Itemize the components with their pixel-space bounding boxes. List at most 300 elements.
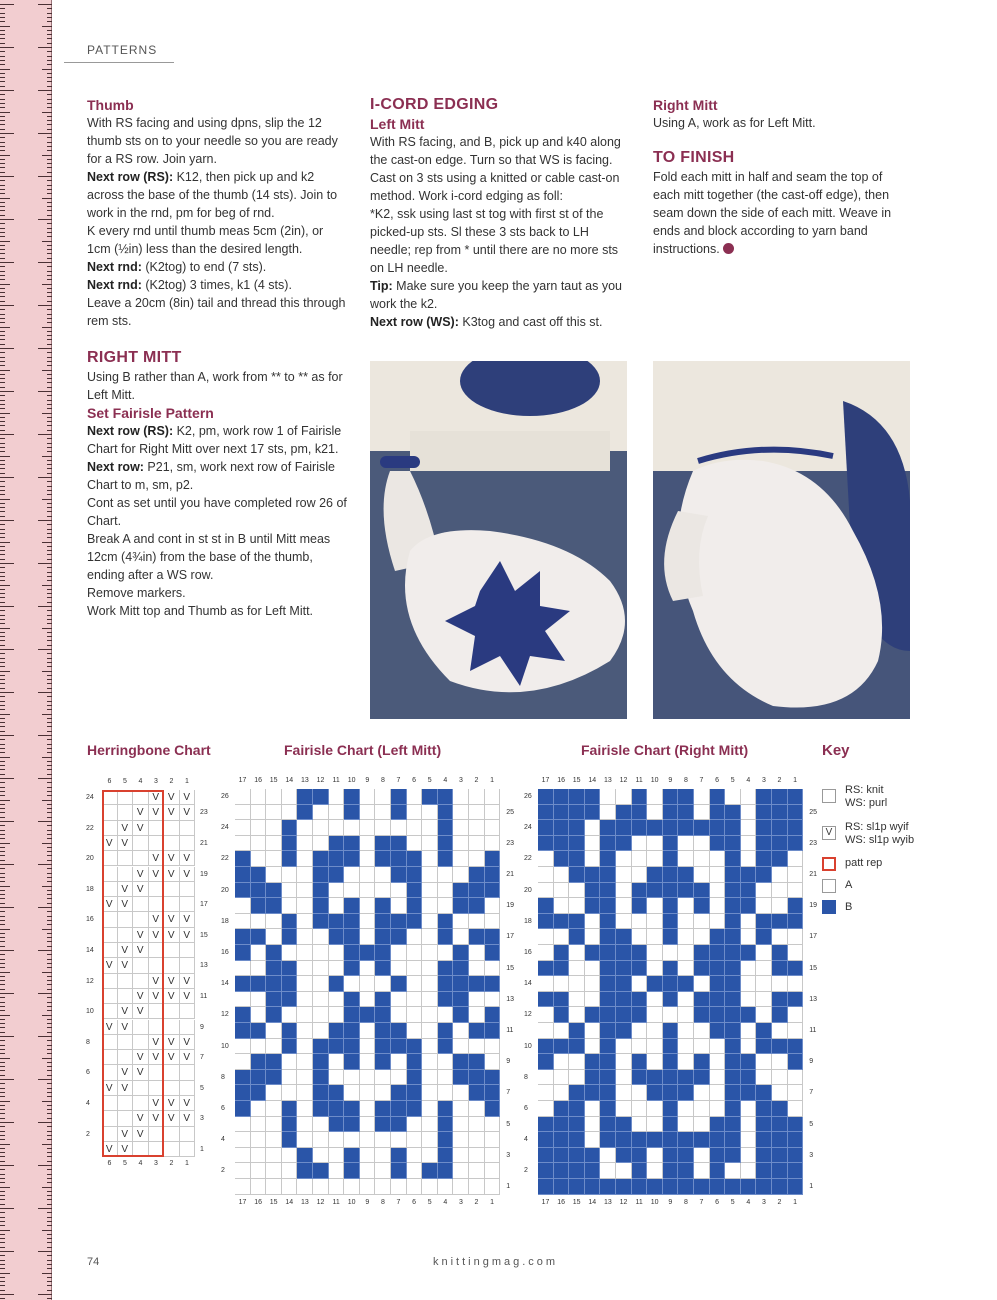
right-chart-cell — [663, 1101, 679, 1117]
right-chart-row-label: 21 — [809, 871, 817, 878]
herringbone-cell: V — [133, 867, 149, 882]
right-chart-cell — [554, 1054, 570, 1070]
right-chart-cell — [710, 945, 726, 961]
left-chart-col-label: 3 — [458, 777, 463, 784]
ruler-tick — [0, 1195, 5, 1196]
ruler-tick — [0, 1187, 10, 1188]
ruler-tick — [0, 21, 5, 22]
left-chart-cell — [453, 1007, 469, 1023]
ruler-tick — [47, 163, 52, 164]
herringbone-cell: V — [118, 836, 134, 851]
herringbone-cell: V — [118, 1020, 134, 1035]
website: knittingmag.com — [433, 1256, 559, 1268]
ruler-tick — [47, 331, 52, 332]
left-chart-cell — [375, 1023, 391, 1039]
left-chart-cell — [266, 914, 282, 930]
right-chart-cell — [538, 1132, 554, 1148]
icord-next-row — [370, 313, 628, 331]
right-chart-cell — [538, 1007, 554, 1023]
left-chart-cell — [360, 898, 376, 914]
right-chart-cell — [585, 1085, 601, 1101]
left-chart-cell — [360, 883, 376, 899]
right-chart-cell — [710, 789, 726, 805]
ruler-tick — [47, 1277, 52, 1278]
left-chart-cell — [453, 883, 469, 899]
left-chart-title: Fairisle Chart (Left Mitt) — [284, 742, 442, 758]
right-chart-cell — [678, 1054, 694, 1070]
right-chart-cell — [725, 1054, 741, 1070]
ruler-tick — [47, 817, 52, 818]
left-chart-cell — [282, 914, 298, 930]
ruler-tick — [47, 1075, 52, 1076]
left-chart-cell — [329, 851, 345, 867]
herringbone-cell — [164, 943, 180, 958]
ruler-tick — [47, 1242, 52, 1243]
ruler-tick — [0, 361, 5, 362]
ruler-tick — [0, 13, 5, 14]
left-chart-cell — [391, 820, 407, 836]
right-chart-cell — [756, 851, 772, 867]
ruler-tick — [0, 490, 5, 491]
right-chart-row-label: 3 — [809, 1151, 814, 1159]
ruler-tick — [47, 1174, 52, 1175]
ruler-tick — [0, 1036, 14, 1037]
ruler-tick — [0, 185, 5, 186]
herringbone-cell: V — [180, 989, 196, 1004]
left-chart-cell — [235, 867, 251, 883]
left-chart-cell — [313, 929, 329, 945]
herringbone-cell — [180, 1081, 196, 1096]
ruler-tick — [0, 137, 5, 138]
ruler-tick — [0, 658, 5, 659]
herringbone-cell: V — [118, 897, 134, 912]
left-chart-cell — [313, 1085, 329, 1101]
left-chart-row-label: 23 — [506, 839, 514, 847]
herringbone-cell — [180, 821, 196, 836]
right-chart-cell — [554, 1085, 570, 1101]
ruler-tick — [47, 215, 52, 216]
left-chart-cell — [360, 1054, 376, 1070]
left-chart-col-label: 9 — [365, 1198, 370, 1206]
ruler-tick — [0, 60, 5, 61]
ruler-tick — [0, 847, 5, 848]
ruler-tick — [47, 507, 52, 508]
left-chart-cell — [438, 820, 454, 836]
ruler-tick — [47, 378, 52, 379]
left-chart-cell — [375, 1163, 391, 1179]
left-chart-cell — [235, 883, 251, 899]
left-chart-cell — [329, 1179, 345, 1195]
right-chart-cell — [585, 1117, 601, 1133]
left-chart-row-label: 11 — [506, 1027, 514, 1034]
right-mitt-instructions: Using A, work as for Left Mitt. — [653, 116, 816, 130]
right-chart-cell — [756, 1023, 772, 1039]
ruler-tick — [47, 834, 52, 835]
right-chart-cell — [600, 836, 616, 852]
ruler-tick — [0, 843, 10, 844]
ruler-tick — [0, 1053, 5, 1054]
right-chart-cell — [647, 867, 663, 883]
right-chart-cell — [710, 1132, 726, 1148]
right-chart-cell — [725, 945, 741, 961]
right-chart-cell — [756, 1148, 772, 1164]
right-chart-cell — [772, 976, 788, 992]
ruler-tick — [47, 1182, 52, 1183]
ruler-tick — [42, 413, 52, 414]
herringbone-cell — [180, 958, 196, 973]
right-chart-cell — [772, 1117, 788, 1133]
ruler-tick — [0, 296, 5, 297]
ruler-tick — [47, 1255, 52, 1256]
ruler-tick — [38, 1165, 52, 1166]
right-chart-cell — [600, 992, 616, 1008]
right-chart-cell — [756, 1179, 772, 1195]
left-chart-cell — [422, 851, 438, 867]
ruler-tick — [0, 817, 5, 818]
left-chart-col-label: 1 — [490, 1198, 495, 1206]
right-chart-cell — [538, 1023, 554, 1039]
left-chart-cell — [313, 883, 329, 899]
ruler-tick — [0, 378, 5, 379]
left-chart-cell — [469, 945, 485, 961]
left-chart-cell — [407, 789, 423, 805]
right-chart-cell — [632, 883, 648, 899]
ruler-tick — [0, 335, 5, 336]
right-chart-cell — [694, 820, 710, 836]
ruler-tick — [47, 782, 52, 783]
herringbone-row-label: 20 — [86, 855, 94, 863]
ruler-tick — [0, 696, 5, 697]
ruler-tick — [47, 107, 52, 108]
right-chart-cell — [647, 992, 663, 1008]
ruler-tick — [47, 314, 52, 315]
right-chart-cell — [694, 805, 710, 821]
ruler-tick — [47, 38, 52, 39]
right-chart-cell — [788, 820, 804, 836]
ruler-tick — [0, 1144, 10, 1145]
herringbone-cell: V — [180, 790, 196, 805]
ruler-tick — [0, 1148, 5, 1149]
ruler-tick — [0, 825, 5, 826]
right-chart-cell — [616, 1054, 632, 1070]
right-chart-cell — [710, 1023, 726, 1039]
ruler-tick — [47, 920, 52, 921]
left-chart-cell — [297, 1101, 313, 1117]
ruler-tick — [0, 830, 5, 831]
left-chart-cell — [469, 898, 485, 914]
right-chart-col-label: 4 — [746, 1198, 751, 1206]
ruler-tick — [47, 550, 52, 551]
herringbone-cell: V — [180, 1035, 196, 1050]
ruler-tick — [0, 585, 10, 586]
left-chart-cell — [422, 1039, 438, 1055]
ruler-tick — [0, 662, 5, 663]
right-chart-cell — [756, 976, 772, 992]
right-chart-cell — [538, 898, 554, 914]
left-chart-cell — [297, 1179, 313, 1195]
ruler-tick — [42, 1230, 52, 1231]
right-chart-cell — [694, 1054, 710, 1070]
ruler-tick — [47, 1062, 52, 1063]
right-chart-cell — [569, 820, 585, 836]
right-chart-cell — [725, 976, 741, 992]
right-chart-cell — [569, 1054, 585, 1070]
ruler-tick — [47, 1126, 52, 1127]
right-chart-cell — [538, 992, 554, 1008]
left-chart-row-label: 20 — [221, 886, 229, 894]
left-chart-cell — [344, 883, 360, 899]
ruler-tick — [47, 933, 52, 934]
ruler-tick — [47, 1006, 52, 1007]
left-chart-cell — [297, 1132, 313, 1148]
thumb-heading: Thumb — [87, 97, 134, 113]
ruler-tick — [0, 90, 14, 91]
ruler-tick — [0, 1010, 5, 1011]
right-chart-cell — [772, 836, 788, 852]
herringbone-cell: V — [164, 1111, 180, 1126]
ruler-tick — [0, 941, 5, 942]
left-chart-cell — [485, 961, 501, 977]
ruler-tick — [0, 73, 5, 74]
thumb-next-rnd-2 — [87, 276, 349, 294]
ruler-tick — [47, 890, 52, 891]
right-chart-cell — [569, 992, 585, 1008]
right-chart-cell — [600, 898, 616, 914]
ruler-tick — [0, 546, 5, 547]
right-chart-col-label: 13 — [603, 777, 612, 784]
right-chart-cell — [616, 1117, 632, 1133]
ruler-tick — [47, 1178, 52, 1179]
ruler-tick — [47, 1040, 52, 1041]
ruler-tick — [47, 309, 52, 310]
key-a-swatch — [822, 879, 836, 893]
ruler-tick — [0, 653, 5, 654]
right-chart-row-label: 16 — [524, 949, 532, 956]
ruler-tick — [47, 1191, 52, 1192]
right-chart-cell — [554, 914, 570, 930]
right-chart-cell — [756, 1007, 772, 1023]
left-chart-cell — [422, 1023, 438, 1039]
ruler-tick — [47, 1019, 52, 1020]
ruler-tick — [47, 481, 52, 482]
right-chart-cell — [663, 1117, 679, 1133]
left-chart-cell — [438, 836, 454, 852]
herringbone-row-label: 7 — [200, 1054, 204, 1062]
right-chart-cell — [772, 992, 788, 1008]
left-chart-cell — [313, 1054, 329, 1070]
left-chart-cell — [344, 1007, 360, 1023]
right-chart-cell — [694, 898, 710, 914]
ruler-tick — [47, 1113, 52, 1114]
left-chart-cell — [438, 1163, 454, 1179]
ruler-tick — [0, 382, 5, 383]
ruler-tick — [0, 494, 5, 495]
ruler-tick — [47, 421, 52, 422]
ruler-tick — [47, 77, 52, 78]
herringbone-row-label: 15 — [200, 931, 208, 939]
left-chart-cell — [375, 805, 391, 821]
right-chart-cell — [600, 945, 616, 961]
left-chart-cell — [422, 1179, 438, 1195]
ruler-tick — [47, 666, 52, 667]
left-chart-cell — [438, 1007, 454, 1023]
ruler-tick — [0, 778, 14, 779]
left-chart-cell — [360, 929, 376, 945]
herringbone-cell: V — [164, 989, 180, 1004]
left-chart-col-label: 6 — [412, 1198, 417, 1206]
right-chart-cell — [772, 789, 788, 805]
right-chart-cell — [788, 914, 804, 930]
left-chart-cell — [391, 976, 407, 992]
right-chart-row-label: 9 — [809, 1058, 814, 1066]
ruler-tick — [0, 1212, 5, 1213]
left-chart-row-label: 15 — [506, 964, 514, 972]
ruler-tick — [47, 275, 52, 276]
ruler-tick — [0, 219, 14, 220]
ruler-tick — [0, 800, 10, 801]
right-chart-cell — [772, 867, 788, 883]
right-chart-cell — [554, 1163, 570, 1179]
left-chart-cell — [282, 820, 298, 836]
left-chart-cell — [266, 1070, 282, 1086]
ruler-tick — [0, 253, 5, 254]
right-chart-cell — [663, 1023, 679, 1039]
left-chart-cell — [344, 976, 360, 992]
ruler-tick — [0, 1251, 14, 1252]
left-chart-col-label: 11 — [332, 1198, 340, 1206]
ruler-tick — [0, 610, 5, 611]
right-chart-cell — [585, 898, 601, 914]
left-chart-cell — [266, 805, 282, 821]
fairisle-next-row-2-label: Next row: — [87, 460, 144, 474]
right-chart-cell — [616, 992, 632, 1008]
right-chart-cell — [710, 929, 726, 945]
left-chart-cell — [391, 945, 407, 961]
right-chart-cell — [678, 883, 694, 899]
left-chart-cell — [360, 851, 376, 867]
left-chart-cell — [251, 1148, 267, 1164]
left-chart-cell — [360, 1179, 376, 1195]
left-chart-cell — [438, 1070, 454, 1086]
right-chart-cell — [585, 883, 601, 899]
ruler-tick — [47, 253, 52, 254]
left-chart-row-label: 14 — [221, 980, 229, 988]
left-chart-row-label: 22 — [221, 855, 229, 863]
ruler-tick — [47, 774, 52, 775]
left-chart-cell — [329, 914, 345, 930]
ruler-tick — [38, 477, 52, 478]
left-chart-cell — [391, 1070, 407, 1086]
left-chart-cell — [407, 914, 423, 930]
right-chart-cell — [663, 1132, 679, 1148]
right-chart-cell — [788, 1132, 804, 1148]
right-chart-cell — [772, 1148, 788, 1164]
left-chart-cell — [422, 836, 438, 852]
right-chart-cell — [632, 1101, 648, 1117]
ruler-tick — [42, 714, 52, 715]
right-chart-cell — [663, 883, 679, 899]
ruler-tick — [47, 615, 52, 616]
left-chart-cell — [235, 1179, 251, 1195]
ruler-tick — [0, 567, 5, 568]
ruler-tick — [47, 486, 52, 487]
right-chart-row-label: 13 — [809, 995, 817, 1003]
ruler-tick — [47, 1260, 52, 1261]
fairisle-para-4: Work Mitt top and Thumb as for Left Mitt. — [87, 604, 314, 618]
left-chart-cell — [453, 820, 469, 836]
ruler-tick — [47, 1298, 52, 1299]
left-chart-cell — [344, 1179, 360, 1195]
right-chart-cell — [788, 805, 804, 821]
right-chart-cell — [554, 1117, 570, 1133]
photo-patterned-mitten — [370, 361, 627, 719]
left-chart-cell — [422, 1070, 438, 1086]
ruler-tick — [0, 503, 5, 504]
right-chart-cell — [585, 1179, 601, 1195]
right-chart-cell — [741, 1070, 757, 1086]
ruler-tick — [47, 249, 52, 250]
ruler-tick — [38, 735, 52, 736]
header-divider — [64, 62, 174, 63]
right-chart-cell — [741, 1163, 757, 1179]
left-chart-col-label: 7 — [396, 777, 401, 784]
left-chart-cell — [329, 961, 345, 977]
left-chart-cell — [485, 1132, 501, 1148]
right-chart-col-label: 12 — [619, 1198, 628, 1206]
herringbone-row-label: 19 — [200, 870, 208, 878]
left-chart-cell — [360, 1132, 376, 1148]
ruler-tick — [0, 81, 5, 82]
ruler-tick — [38, 176, 52, 177]
right-chart-col-label: 2 — [777, 1198, 782, 1206]
right-chart-cell — [538, 929, 554, 945]
left-chart-cell — [266, 976, 282, 992]
left-chart-cell — [266, 789, 282, 805]
ruler-tick — [0, 387, 5, 388]
left-chart-cell — [235, 1148, 251, 1164]
right-chart-cell — [569, 836, 585, 852]
left-chart-cell — [438, 929, 454, 945]
ruler-tick — [42, 542, 52, 543]
ruler-tick — [0, 288, 5, 289]
left-chart-cell — [266, 867, 282, 883]
right-chart-cell — [600, 976, 616, 992]
ruler-tick — [38, 305, 52, 306]
right-chart-cell — [554, 1039, 570, 1055]
ruler-tick — [0, 821, 14, 822]
left-chart-cell — [453, 1163, 469, 1179]
ruler-tick — [0, 1281, 5, 1282]
left-chart-cell — [407, 961, 423, 977]
left-chart-cell — [375, 1039, 391, 1055]
right-chart-cell — [600, 1163, 616, 1179]
ruler-tick — [47, 395, 52, 396]
ruler-tick — [0, 804, 5, 805]
left-chart-cell — [282, 1039, 298, 1055]
left-chart-cell — [344, 929, 360, 945]
herringbone-cell: V — [180, 912, 196, 927]
left-chart-cell — [360, 976, 376, 992]
left-chart-cell — [391, 1163, 407, 1179]
right-chart-cell — [663, 1054, 679, 1070]
ruler-tick — [0, 1135, 5, 1136]
ruler-tick — [0, 206, 5, 207]
left-chart-cell — [282, 1132, 298, 1148]
right-chart-cell — [632, 789, 648, 805]
right-chart-cell — [600, 1054, 616, 1070]
right-chart-cell — [554, 898, 570, 914]
left-chart-col-label: 10 — [347, 1198, 356, 1206]
